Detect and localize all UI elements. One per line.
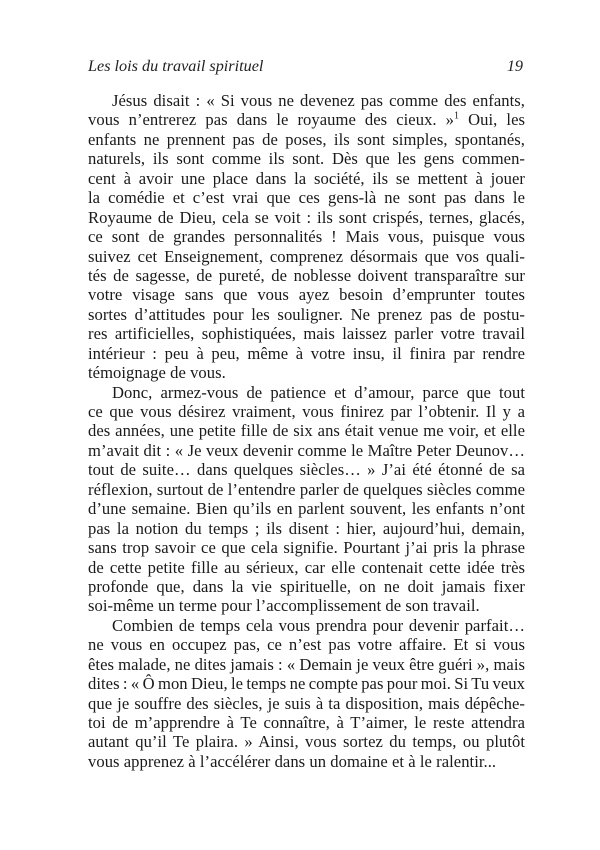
text-run: tout de suite… dans quelques siècles… » J’ai été étonné de sa — [88, 460, 525, 480]
book-page — [88, 56, 525, 771]
text-line — [88, 305, 525, 324]
text-line — [88, 285, 525, 304]
text-line — [88, 538, 525, 557]
text-line — [88, 558, 525, 577]
text-run: m’avait dit : « Je veux devenir comme le Maître Peter Deunov… — [88, 440, 525, 460]
text-line — [88, 383, 525, 402]
text-line — [88, 674, 525, 693]
text-line — [88, 460, 525, 479]
text-run: témoignage de vous. — [88, 363, 226, 383]
text-line — [88, 324, 525, 343]
italic-quote: vous n’entrerez pas dans le royaume des cieux. » — [88, 110, 455, 130]
text-line — [88, 363, 525, 382]
text-line — [88, 480, 525, 499]
text-line — [88, 596, 525, 615]
text-line — [88, 169, 525, 188]
text-run: sans trop savoir ce que cela signifie. Pourtant j’ai pris la phrase — [88, 538, 525, 558]
text-line — [88, 247, 525, 266]
text-run: la comédie et c’est vrai que ces gens-là ne sont pas dans le — [88, 188, 525, 208]
text-run: enfants ne prennent pas de poses, ils sont simples, spontanés, — [88, 129, 525, 149]
text-line — [88, 110, 525, 129]
body-text — [88, 91, 525, 771]
text-line — [88, 421, 525, 440]
text-run: Jésus disait : — [112, 91, 207, 110]
text-run: pas la notion du temps ; ils disent : hier, aujourd’hui, demain, — [88, 518, 525, 538]
text-line — [88, 635, 525, 654]
text-run: toi de m’apprendre à Te connaître, à T’aimer, le reste attendra — [88, 713, 525, 732]
text-line — [88, 519, 525, 538]
text-run: dites : « Ô mon Dieu, le temps ne compte pas pour moi. Si Tu veux — [88, 674, 525, 694]
text-run: Donc, armez-vous de patience et d’amour, parce que tout — [112, 382, 525, 402]
text-line — [88, 732, 525, 751]
text-line — [88, 752, 525, 771]
text-line — [88, 227, 525, 246]
text-run: ce que vous désirez vraiment, vous finirez par l’obtenir. Il y a — [88, 402, 525, 421]
text-line — [88, 344, 525, 363]
text-run: êtes malade, ne dites jamais : « Demain je veux être guéri », mais — [88, 654, 525, 674]
page-number: 19 — [506, 57, 523, 75]
text-line — [88, 616, 525, 635]
italic-quote: « Si vous ne devenez pas comme des enfants, — [206, 91, 525, 110]
text-line — [88, 655, 525, 674]
text-line — [88, 441, 525, 460]
text-run: votre visage sans que vous ayez besoin d’emprunter toutes — [88, 285, 525, 305]
text-run: intérieur : peu à peu, même à votre insu, il finira par rendre — [88, 343, 525, 363]
text-run: d’une semaine. Bien qu’ils en parlent souvent, les enfants n’ont — [88, 499, 525, 519]
text-run: suivez cet Enseignement, comprenez désormais que vos quali- — [88, 246, 525, 266]
text-run: Oui, les — [459, 110, 525, 130]
text-line — [88, 91, 525, 110]
text-run: des années, une petite fille de six ans était venue me voir, et elle — [88, 421, 525, 441]
text-run: soi-même un terme pour l’accomplissement de son travail. — [88, 596, 480, 616]
footnote-marker: 1 — [454, 110, 460, 122]
text-line — [88, 266, 525, 285]
text-line — [88, 577, 525, 596]
paragraph — [88, 616, 525, 772]
text-line — [88, 188, 525, 207]
text-line — [88, 130, 525, 149]
text-run: cent à avoir une place dans la société, ils se mettent à jouer — [88, 168, 525, 188]
text-run: de cette petite fille au sérieux, car elle contenait cette idée très — [88, 557, 525, 577]
text-run: ce sont de grandes personnalités ! Mais vous, puisque vous — [88, 227, 525, 247]
paragraph — [88, 91, 525, 383]
text-line — [88, 402, 525, 421]
text-line — [88, 694, 525, 713]
text-run: Royaume de Dieu, cela se voit : ils sont crispés, ternes, glacés, — [88, 207, 525, 227]
text-run: que je souffre des siècles, je suis à ta disposition, mais dépêche- — [88, 693, 525, 713]
text-line — [88, 208, 525, 227]
text-run: naturels, ils sont comme ils sont. Dès que les gens commen- — [88, 149, 525, 169]
text-line — [88, 499, 525, 518]
text-line — [88, 149, 525, 168]
text-run: vous apprenez à l’accélérer dans un domaine et à le ralentir... — [88, 751, 497, 771]
text-run: tés de sagesse, de pureté, de noblesse doivent transparaître sur — [88, 265, 525, 285]
chapter-title: Les lois du travail spirituel — [88, 57, 264, 75]
text-run: profonde que, dans la vie spirituelle, on ne doit jamais fixer — [88, 576, 525, 596]
text-run: autant qu’il Te plaira. » Ainsi, vous sortez du temps, ou plutôt — [88, 732, 525, 752]
paragraph — [88, 383, 525, 616]
running-header — [88, 56, 525, 76]
text-run: sortes d’attitudes pour les souligner. Ne prenez pas de postu- — [88, 304, 525, 324]
text-run: réflexion, surtout de l’entendre parler de quelques siècles comme — [88, 479, 525, 499]
text-run: Combien de temps cela vous prendra pour devenir parfait… — [112, 615, 525, 635]
text-run: ne vous en occupez pas, ce n’est pas votre affaire. Et si vous — [88, 635, 525, 655]
text-run: res artificielles, sophistiquées, mais laissez parler votre travail — [88, 324, 525, 344]
text-line — [88, 713, 525, 732]
